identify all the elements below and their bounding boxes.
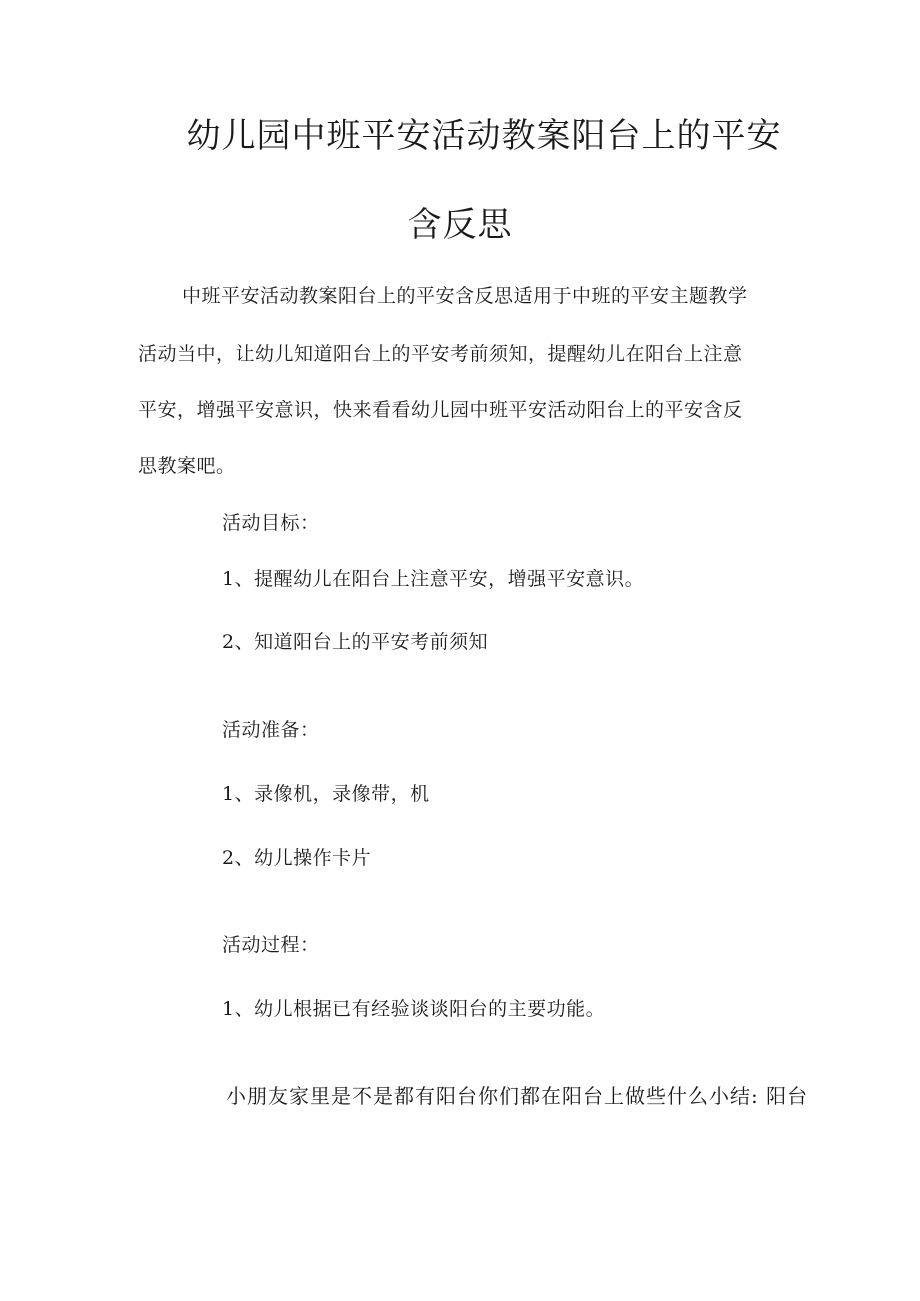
document-title-line-1: 幼儿园中班平安活动教案阳台上的平安 bbox=[186, 116, 782, 156]
intro-line-3: 平安，增强平安意识，快来看看幼儿园中班平安活动阳台上的平安含反 bbox=[138, 399, 743, 421]
intro-line-1: 中班平安活动教案阳台上的平安含反思适用于中班的平安主题教学 bbox=[182, 285, 748, 307]
goal-item-1: 1、提醒幼儿在阳台上注意平安，增强平安意识。 bbox=[222, 568, 645, 590]
goal-item-2: 2、知道阳台上的平安考前须知 bbox=[222, 631, 489, 653]
prep-item-2: 2、幼儿操作卡片 bbox=[222, 847, 372, 869]
document-title-line-2: 含反思 bbox=[407, 205, 513, 245]
goals-heading: 活动目标： bbox=[222, 512, 320, 534]
intro-line-4: 思教案吧。 bbox=[138, 455, 236, 477]
process-heading: 活动过程： bbox=[222, 934, 320, 956]
intro-line-2: 活动当中，让幼儿知道阳台上的平安考前须知，提醒幼儿在阳台上注意 bbox=[138, 343, 743, 365]
process-item-1: 1、幼儿根据已有经验谈谈阳台的主要功能。 bbox=[222, 998, 606, 1020]
prep-heading: 活动准备： bbox=[222, 719, 320, 741]
process-paragraph: 小朋友家里是不是都有阳台你们都在阳台上做些什么小结: 阳台 bbox=[226, 1084, 809, 1108]
prep-item-1: 1、录像机，录像带，机 bbox=[222, 783, 430, 805]
